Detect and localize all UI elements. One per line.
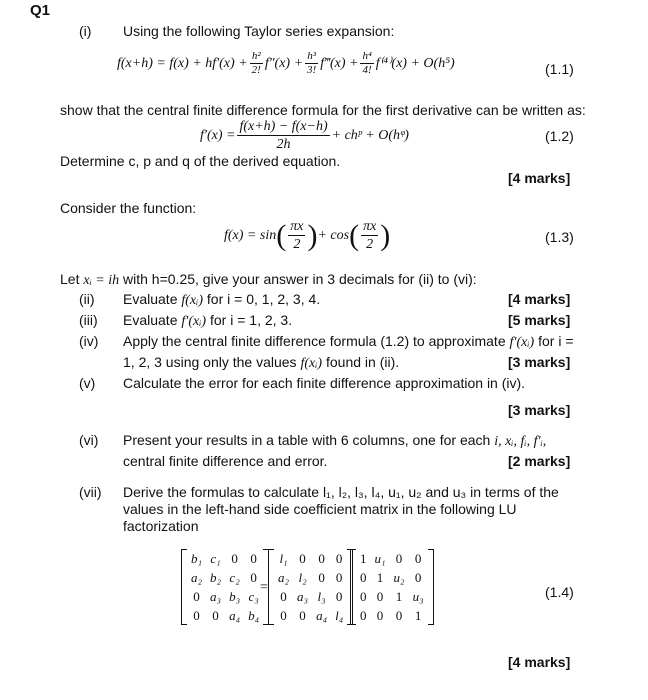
part-i-intro: Using the following Taylor series expansion: (123, 23, 395, 39)
item-v-text: Calculate the error for each finite difference approximation in (iv). (123, 375, 526, 391)
lu-equals-sign: = (260, 580, 268, 595)
let-line: Let xᵢ = ih with h=0.25, give your answer in 3 decimals for (ii) to (vi): (60, 271, 477, 288)
matrix-l-cell: l₃ (317, 588, 326, 604)
matrix-l-cell: 0 (335, 550, 343, 566)
item-vi-line2: central finite difference and error. (123, 453, 328, 469)
matrix-a-cell: c₃ (248, 588, 259, 604)
taylor-term2-fn: f″(x) + (264, 55, 304, 71)
matrix-u-cell: 0 (360, 588, 367, 604)
matrix-l-cell: 0 (280, 588, 287, 604)
item-vi-line1: Present your results in a table with 6 columns, one for each i, xᵢ, fᵢ, f′ᵢ, (123, 432, 547, 449)
matrix-l-cell: 0 (318, 569, 325, 585)
part-i-marks: [4 marks] (508, 170, 571, 186)
matrix-l-cell: a₄ (316, 607, 328, 623)
matrix-u-cell: 0 (376, 607, 384, 623)
matrix-l-cell: 0 (335, 569, 343, 585)
matrix-a-cell: a₄ (229, 607, 241, 623)
matrix-u-cell: 0 (360, 569, 367, 585)
matrix-l-cell: 0 (299, 607, 306, 623)
cos-arg-frac: $\frac{\pi x}{2}$ (363, 219, 377, 252)
matrix-u-cell: 0 (395, 550, 403, 566)
matrix-a-cell: 0 (193, 588, 200, 604)
matrix-u-cell: 0 (414, 550, 422, 566)
matrix-u-cell: 1 (414, 607, 422, 623)
matrix-u-cell: 0 (376, 588, 384, 604)
sin-arg-frac: $\frac{\pi x}{2}$ (290, 219, 304, 252)
consider-text: Consider the function: (60, 200, 197, 216)
equation-number-1-2: (1.2) (545, 128, 574, 144)
matrix-a-cell: 0 (212, 607, 219, 623)
matrix-l-cell: a₂ (278, 569, 290, 585)
matrix-l-cell: 0 (299, 550, 306, 566)
matrix-l-cell: 0 (280, 607, 287, 623)
taylor-term3-frac: $\frac{\text{h³}}{3!}$ (307, 50, 317, 76)
item-iv-marks: [3 marks] (508, 354, 571, 370)
cd-frac: $\frac{f(x+h) - f(x-h)}{2h}$ (239, 119, 328, 152)
matrix-u-cell: 1 (360, 550, 367, 566)
taylor-lhs: f(x+h) = f(x) + hf′(x) + (117, 55, 248, 71)
matrix-l-cell: 0 (318, 550, 325, 566)
matrix-a-cell: 0 (193, 607, 200, 623)
item-iii-marks: [5 marks] (508, 312, 571, 328)
taylor-term3-fn: f‴(x) + (320, 55, 359, 71)
matrix-u-cell: u₂ (393, 569, 405, 585)
item-iv-label: (iv) (79, 333, 99, 349)
matrix-a-cell: b₁ (191, 550, 203, 566)
matrix-a-cell: 0 (231, 550, 238, 566)
equation-number-1-4: (1.4) (545, 584, 574, 600)
question-heading: Q1 (30, 2, 51, 19)
item-vii-label: (vii) (79, 484, 102, 500)
taylor-equation (117, 50, 455, 77)
item-vi-label: (vi) (79, 432, 99, 448)
matrix-l-cell: l₁ (279, 550, 288, 566)
part-i-label: (i) (79, 23, 92, 39)
matrix-u-cell: u₁ (374, 550, 386, 566)
equation-number-1-1: (1.1) (545, 61, 574, 77)
item-vi-marks: [2 marks] (508, 453, 571, 469)
taylor-term4-fn: f⁽⁴⁾(x) + O(h⁵) (375, 56, 455, 71)
matrix-a-cell: c₁ (210, 550, 221, 566)
item-v-marks: [3 marks] (508, 402, 571, 418)
matrix-a-cell: b₄ (248, 607, 260, 623)
matrix-l-cell: l₄ (335, 607, 344, 623)
matrix-a-cell: 0 (250, 550, 257, 566)
item-vii-line2: values in the left-hand side coefficient matrix in the following LU (123, 501, 517, 517)
taylor-term2-frac: $\frac{\text{h²}}{2!}$ (251, 50, 261, 76)
matrix-a-cell: b₃ (229, 588, 241, 604)
cd-rhs: + chᵖ + O(hᵠ) (331, 127, 409, 143)
matrix-l-cell: l₂ (298, 569, 307, 585)
show-that-text: show that the central finite difference formula for the first derivative can be written as: (60, 102, 586, 118)
item-vii-line3: factorization (123, 518, 199, 534)
matrix-u-cell: 0 (395, 607, 403, 623)
item-ii-label: (ii) (79, 291, 95, 307)
item-ii-marks: [4 marks] (508, 291, 571, 307)
matrix-l-cell: 0 (335, 588, 343, 604)
matrix-l-cell: a₃ (297, 588, 309, 604)
item-iii-text: Evaluate f′(xᵢ) for i = 1, 2, 3. (123, 312, 293, 329)
central-difference-equation (200, 118, 409, 153)
function-equation: f(x) = sin ( $\frac{\pi x}{2}$ ) + cos ( $\frac{\pi x}{2}$ ) (224, 218, 391, 252)
lower-matrix-l (268, 549, 353, 625)
matrix-a-cell: a₂ (191, 569, 203, 585)
matrix-u-cell: u₃ (412, 588, 424, 604)
matrix-a-cell: a₃ (210, 588, 222, 604)
taylor-term4-frac: $\frac{\text{h⁴}}{4!}$ (362, 50, 372, 76)
item-vii-marks: [4 marks] (508, 654, 571, 670)
matrix-a-cell: b₂ (210, 569, 222, 585)
item-iv-line2: 1, 2, 3 using only the values f(xᵢ) found in (ii). (123, 354, 400, 371)
matrix-a-cell: 0 (250, 569, 257, 585)
item-iii-label: (iii) (79, 312, 98, 328)
coefficient-matrix-a (181, 549, 269, 625)
item-iv-line1: Apply the central finite difference formula (1.2) to approximate f′(xᵢ) for i = (123, 333, 574, 350)
item-vii-line1: Derive the formulas to calculate l₁, l₂, l₃, l₄, u₁, u₂ and u₃ in terms of the (123, 484, 559, 500)
upper-matrix-u (350, 549, 434, 625)
func-mid: + cos (317, 227, 350, 243)
cd-lhs: f′(x) = (200, 127, 236, 143)
matrix-u-cell: 0 (360, 607, 367, 623)
item-ii-text: Evaluate f(xᵢ) for i = 0, 1, 2, 3, 4. (123, 291, 321, 308)
matrix-u-cell: 1 (395, 588, 403, 604)
func-lhs: f(x) = sin (224, 227, 277, 243)
matrix-u-cell: 1 (376, 569, 384, 585)
equation-number-1-3: (1.3) (545, 229, 574, 245)
determine-text: Determine c, p and q of the derived equation. (60, 153, 341, 169)
matrix-a-cell: c₂ (229, 569, 240, 585)
item-v-label: (v) (79, 375, 96, 391)
matrix-u-cell: 0 (414, 569, 422, 585)
